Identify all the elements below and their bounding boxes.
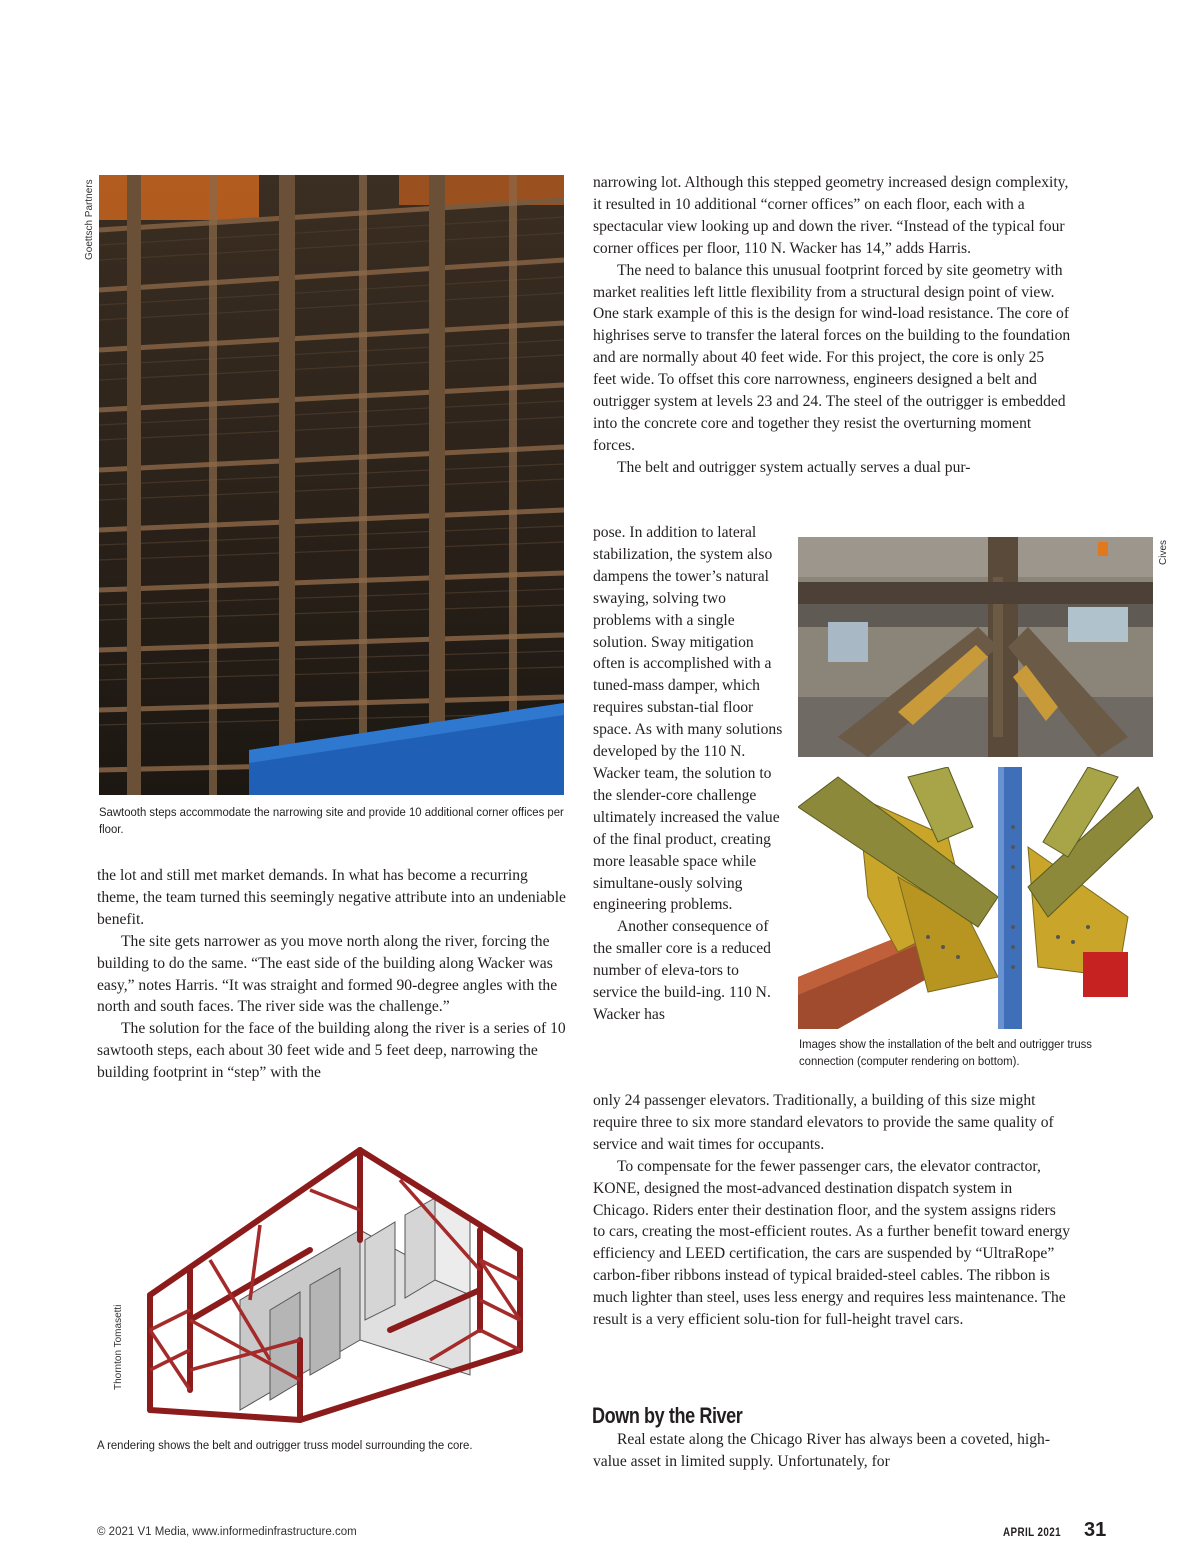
left-paragraph-3: The solution for the face of the building along the river is a series of 10 sawtooth steps, each about 30 feet wide and 5 feet deep, narrowing the building footprint in “step” with the bbox=[97, 1020, 566, 1082]
building-facade-photo bbox=[99, 175, 564, 795]
left-paragraph-1: the lot and still met market demands. In what has become a recurring theme, the team turned this seemingly negative attribute into an undeniable benefit. bbox=[97, 867, 566, 928]
right-paragraph-1: narrowing lot. Although this stepped geometry increased design complexity, it resulted in 10 additional “corner offices” on each floor, each with a spectacular view looking up and down the river. “Instead of the typical four corner offices per floor, 110 N. Wacker has 14,” adds Harris. bbox=[593, 174, 1069, 257]
outrigger-computer-rendering bbox=[798, 767, 1153, 1029]
wrap-paragraph-1: pose. In addition to lateral stabilization, the system also dampens the tower’s natural swaying, solving two problems with a single solution. Sway mitigation often is accomplished with a tuned-mass damper, which requires substan-tial floor space. As with many solutions developed by the 110 N. Wacker team, the solution to the slender-core challenge ultimately increased the value of the final product, creating more leasable space while simultane-ously solving engineering problems. bbox=[593, 524, 783, 914]
footer-page-number: 31 bbox=[1084, 1519, 1107, 1541]
left-paragraph-2: The site gets narrower as you move north along the river, forcing the building to do the same. “The east side of the building along Wacker was easy,” notes Harris. “It was straight and formed 90-degree angles with the north and south faces. The river side was the challenge.” bbox=[97, 932, 558, 1016]
right-paragraph-kone: To compensate for the fewer passenger cars, the elevator contractor, KONE, designed the most-advanced destination dispatch system in Chicago. Riders enter their destination floor, and the system assigns riders to cars, creating the most-efficient routes. As a further benefit toward energy efficiency and LEED certification, the cars are suspended by “UltraRope” carbon-fiber ribbons instead of typical braided-steel cables. The ribbon is much lighter than steel, uses less energy and requires less maintenance. The result is a very efficient solu-tion for full-height travel cars. bbox=[593, 1157, 1071, 1329]
rendering-credit-thornton: Thornton Tomasetti bbox=[113, 1304, 124, 1390]
rendering-caption: A rendering shows the belt and outrigger truss model surrounding the core. bbox=[97, 1438, 473, 1452]
section-heading-down-by-the-river: Down by the River bbox=[592, 1403, 743, 1428]
right-paragraph-river-block bbox=[593, 1429, 1071, 1473]
footer-copyright: © 2021 V1 Media, www.informedinfrastructure.com bbox=[97, 1526, 357, 1538]
right-paragraph-2: The need to balance this unusual footprint forced by site geometry with market realities left little flexibility from a structural design point of view. One stark example of this is the design for wind-load resistance. The core of highrises serve to transfer the lateral forces on the building to the foundation and are normally about 40 feet wide. For this project, the core is only 25 feet wide. To offset this core narrowness, engineers designed a belt and outrigger system at levels 23 and 24. The steel of the outrigger is embedded into the concrete core and together they resist the overturning moment forces. bbox=[593, 261, 1071, 454]
outrigger-installation-photo bbox=[798, 537, 1153, 757]
right-wrap-text bbox=[593, 522, 785, 1026]
right-column-lower-text bbox=[593, 1090, 1071, 1331]
wrap-paragraph-2: Another consequence of the smaller core is a reduced number of eleva-tors to service the build-ing. 110 N. Wacker has bbox=[593, 918, 771, 1023]
truss-rendering bbox=[130, 1130, 550, 1430]
right-paragraph-elevators: only 24 passenger elevators. Traditionally, a building of this size might require three to six more standard elevators to provide the same quality of service and wait times for occupants. bbox=[593, 1092, 1054, 1153]
photo-credit-goettsch: Goettsch Partners bbox=[84, 179, 95, 260]
left-column-text bbox=[97, 865, 567, 1084]
right-column-top-text bbox=[593, 172, 1071, 479]
right-paragraph-river: Real estate along the Chicago River has always been a coveted, high-value asset in limited supply. Unfortunately, for bbox=[593, 1431, 1051, 1470]
footer-issue-date: APRIL 2021 bbox=[1003, 1525, 1062, 1539]
right-paragraph-3: The belt and outrigger system actually serves a dual pur- bbox=[617, 458, 971, 476]
photo2-caption: Images show the installation of the belt and outrigger truss connection (computer rendering on bottom). bbox=[799, 1037, 1092, 1068]
photo1-caption: Sawtooth steps accommodate the narrowing site and provide 10 additional corner offices per floor. bbox=[99, 805, 564, 836]
photo-credit-cives: Cives bbox=[1158, 539, 1169, 565]
